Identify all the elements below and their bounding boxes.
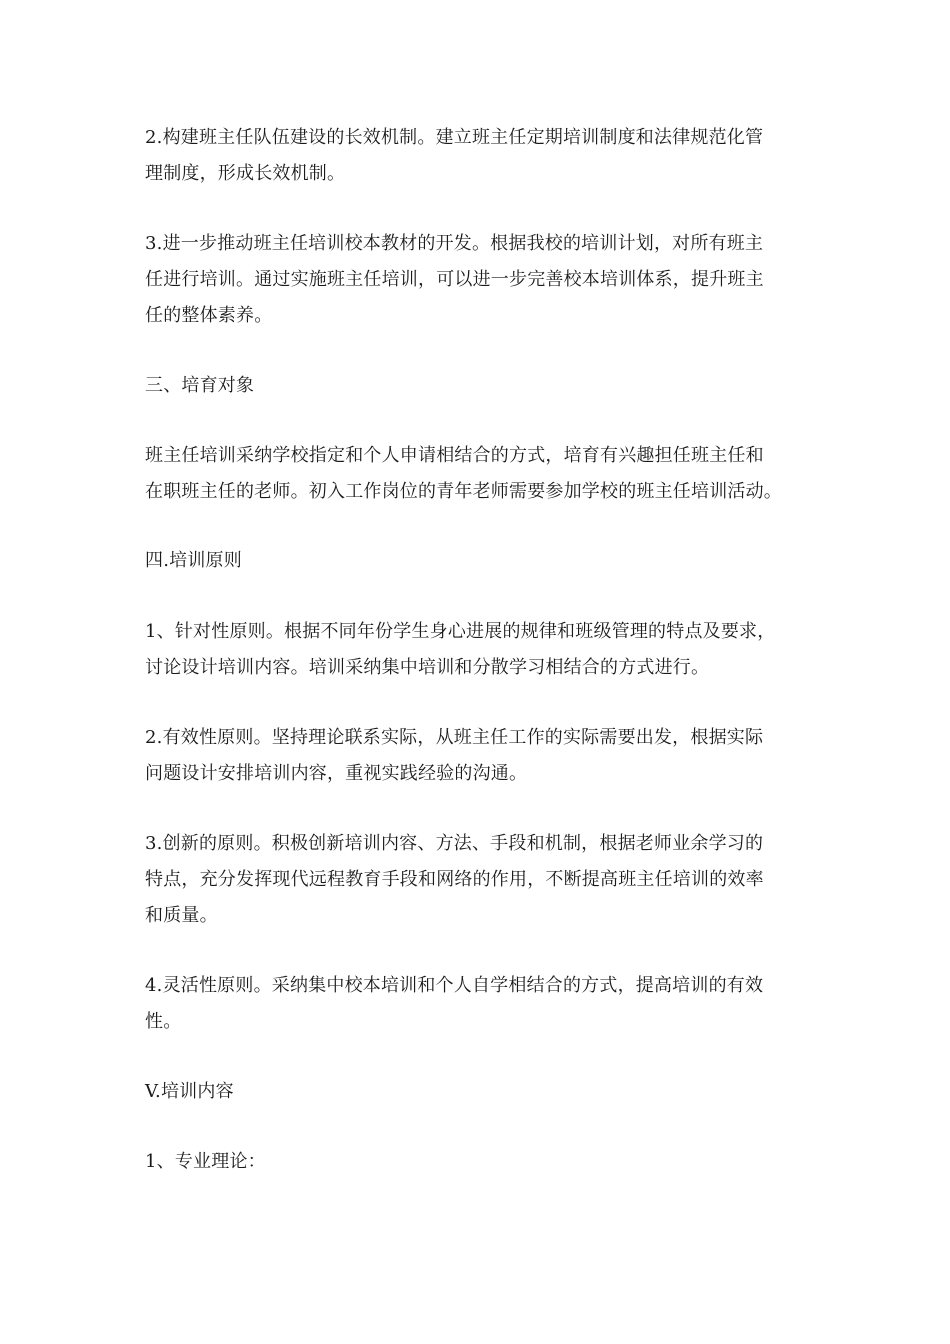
text-line: 任进行培训。通过实施班主任培训，可以进一步完善校本培训体系，提升班主: [145, 269, 764, 290]
text-line: 性。: [145, 1011, 182, 1032]
text-line: 和质量。: [145, 905, 218, 926]
text-line: 问题设计安排培训内容，重视实践经验的沟通。: [145, 763, 528, 784]
text-line: 2.构建班主任队伍建设的长效机制。建立班主任定期培训制度和法律规范化管: [145, 127, 764, 148]
section-heading: 三、培育对象: [145, 375, 255, 396]
text-line: 理制度，形成长效机制。: [145, 163, 346, 184]
text-line: 任的整体素养。: [145, 305, 273, 326]
text-line: 2.有效性原则。坚持理论联系实际，从班主任工作的实际需要出发，根据实际: [145, 727, 764, 748]
text-line: 3.进一步推动班主任培训校本教材的开发。根据我校的培训计划，对所有班主: [145, 233, 764, 254]
text-line: 特点，充分发挥现代远程教育手段和网络的作用，不断提高班主任培训的效率: [145, 869, 764, 890]
text-line: 讨论设计培训内容。培训采纳集中培训和分散学习相结合的方式进行。: [145, 657, 710, 678]
text-line: 3.创新的原则。积极创新培训内容、方法、手段和机制，根据老师业余学习的: [145, 833, 764, 854]
text-line: 4.灵活性原则。采纳集中校本培训和个人自学相结合的方式，提高培训的有效: [145, 975, 764, 996]
text-line: 班主任培训采纳学校指定和个人申请相结合的方式，培育有兴趣担任班主任和: [145, 445, 764, 466]
section-heading: 四.培训原则: [145, 550, 242, 571]
text-line: 1、专业理论：: [145, 1151, 266, 1172]
text-line: 在职班主任的老师。初入工作岗位的青年老师需要参加学校的班主任培训活动。: [145, 481, 782, 502]
section-heading: V.培训内容: [145, 1081, 234, 1102]
text-line: 1、针对性原则。根据不同年份学生身心进展的规律和班级管理的特点及要求，: [145, 621, 776, 642]
